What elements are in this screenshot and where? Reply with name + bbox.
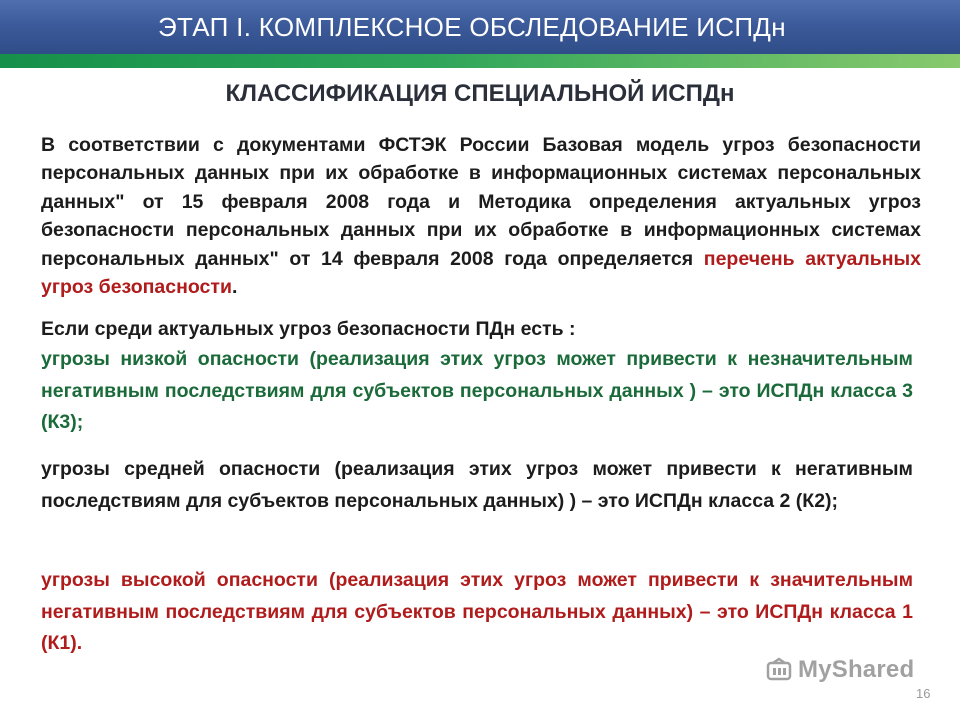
slide-subtitle: КЛАССИФИКАЦИЯ СПЕЦИАЛЬНОЙ ИСПДн: [225, 80, 735, 107]
page-number: 16: [916, 686, 931, 701]
class-3-item: угрозы низкой опасности (реализация этих угроз может привести к незначительным негативным последствиям для субъектов персональных данных ) – это ИСПДн класса 3 (К3);: [41, 348, 913, 433]
myshared-logo-icon: [766, 657, 792, 683]
intro-end: .: [231, 276, 238, 299]
header-accent-stripe: [0, 54, 960, 68]
intro-text: В соответствии с документами ФСТЭК России Базовая модель угроз безопасности персональных данных при их обработке в информационных системах персональных данных" от 15 февраля 2008 года и Методика определения актуальных угроз безопасности персональных данных при их обработке в информационных системах персональных данных" от 14 февраля 2008 года определяется: [41, 134, 921, 270]
watermark-text: MyShared: [798, 656, 915, 683]
class-2-item: угрозы средней опасности (реализация этих угроз может привести к негативным последствиям для субъектов персональных данных) ) – это ИСПДн класса 2 (К2);: [41, 458, 913, 512]
watermark: [766, 656, 914, 684]
condition-line: Если среди актуальных угроз безопасности ПДн есть :: [41, 318, 576, 340]
intro-highlight: перечень актуальных угроз безопасности: [41, 247, 921, 299]
intro-paragraph: [41, 131, 921, 301]
slide-title: ЭТАП I. КОМПЛЕКСНОЕ ОБСЛЕДОВАНИЕ ИСПДн: [158, 12, 786, 42]
class-1-item: угрозы высокой опасности (реализация этих угроз может привести к значительным негативным последствиям для субъектов персональных данных) – это ИСПДн класса 1 (К1).: [41, 569, 913, 654]
header-bar: [0, 0, 960, 54]
